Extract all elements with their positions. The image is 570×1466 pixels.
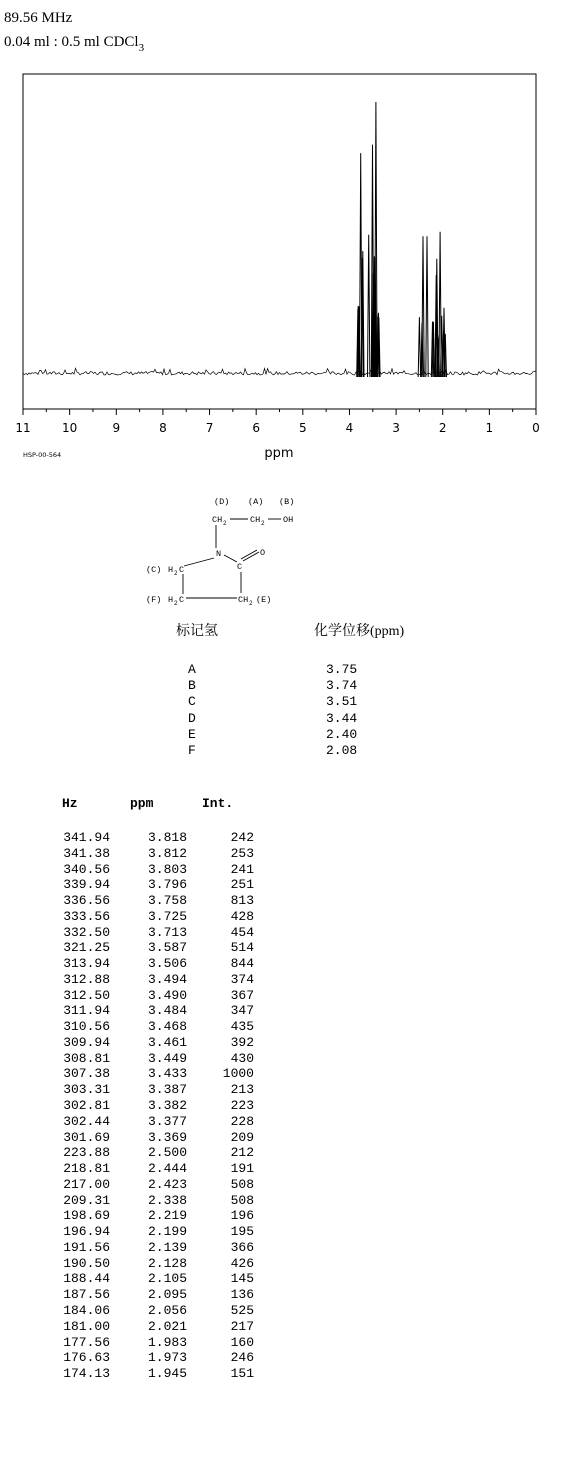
peak-int: 160	[230, 1334, 254, 1350]
label-d: (D)	[214, 497, 230, 507]
peak-row	[0, 877, 300, 893]
peak-int: 347	[230, 1003, 254, 1019]
peak-rows	[0, 830, 300, 1382]
peak-hz: 217.00	[63, 1176, 110, 1192]
peak-int: 374	[230, 971, 254, 987]
peak-int: 428	[230, 908, 254, 924]
peak-ppm: 3.449	[147, 1050, 187, 1066]
peak-int: 253	[230, 845, 254, 861]
x-tick-label: 0	[532, 421, 540, 435]
peak-hz: 190.50	[63, 1255, 110, 1271]
peak-hz: 209.31	[63, 1192, 110, 1208]
x-tick-label: 1	[485, 421, 494, 435]
peak-int: 217	[230, 1318, 254, 1334]
peak-row	[0, 1098, 300, 1114]
peak-int: 212	[230, 1145, 254, 1161]
peak-hz: 177.56	[63, 1334, 110, 1350]
peak-hz: 310.56	[63, 1019, 110, 1035]
label-e: (E)	[256, 595, 272, 605]
spectrum-peak	[368, 235, 370, 377]
peak-hz: 198.69	[63, 1208, 110, 1224]
x-tick-label: 10	[61, 421, 78, 435]
peak-row	[0, 1161, 300, 1177]
peak-row	[0, 1177, 300, 1193]
peak-int: 514	[230, 940, 254, 956]
peak-ppm: 3.725	[147, 908, 187, 924]
peak-row	[0, 1350, 300, 1366]
peak-int: 228	[230, 1113, 254, 1129]
peak-int: 191	[230, 1161, 254, 1177]
peak-header-ppm: ppm	[130, 796, 154, 811]
shift-row-label: C	[188, 694, 196, 710]
peak-row	[0, 1319, 300, 1335]
peak-int: 209	[230, 1129, 254, 1145]
peak-row	[0, 1271, 300, 1287]
x-tick-label: 3	[392, 421, 400, 435]
peak-row	[0, 1082, 300, 1098]
peak-row	[0, 1051, 300, 1067]
peak-hz: 223.88	[63, 1145, 110, 1161]
peak-row	[0, 1035, 300, 1051]
peak-row	[0, 988, 300, 1004]
peak-int: 508	[230, 1192, 254, 1208]
ch2-e-text: CH	[238, 595, 249, 605]
shift-row-label: E	[188, 726, 196, 742]
peak-row	[0, 1019, 300, 1035]
peak-int: 426	[230, 1255, 254, 1271]
peak-ppm: 2.199	[147, 1224, 187, 1240]
ch2-a-sub: 2	[261, 520, 265, 527]
label-a: (A)	[248, 497, 264, 507]
peak-ppm: 3.713	[147, 924, 187, 940]
peak-ppm: 3.468	[147, 1019, 187, 1035]
n-atom: N	[216, 549, 222, 559]
baseline-noise	[23, 368, 536, 375]
shift-row-value: 3.75	[326, 662, 358, 677]
peak-ppm: 1.945	[147, 1366, 187, 1382]
peak-row	[0, 940, 300, 956]
peak-hz: 302.81	[63, 1098, 110, 1114]
peak-hz: 312.50	[63, 987, 110, 1003]
x-tick-label: 2	[438, 421, 447, 435]
shift-row-label: F	[188, 742, 196, 758]
nmr-spectrum-chart	[0, 0, 570, 470]
chart-footnote: HSP-00-564	[23, 451, 62, 459]
peak-hz: 301.69	[63, 1129, 110, 1145]
peak-ppm: 3.369	[147, 1129, 187, 1145]
peak-row	[0, 972, 300, 988]
h2c-bottom-sub: 2	[174, 600, 178, 606]
peak-int: 367	[230, 987, 254, 1003]
peak-row	[0, 1366, 300, 1382]
peak-hz: 307.38	[63, 1066, 110, 1082]
peak-hz: 302.44	[63, 1113, 110, 1129]
peak-row	[0, 1224, 300, 1240]
spectrum-peak	[418, 317, 420, 377]
peak-ppm: 3.803	[147, 861, 187, 877]
peak-ppm: 2.444	[147, 1161, 187, 1177]
peak-hz: 333.56	[63, 908, 110, 924]
peak-row	[0, 925, 300, 941]
peak-ppm: 2.338	[147, 1192, 187, 1208]
peak-row	[0, 909, 300, 925]
peak-ppm: 3.377	[147, 1113, 187, 1129]
peak-row	[0, 1335, 300, 1351]
peak-int: 246	[230, 1350, 254, 1366]
peak-row	[0, 1145, 300, 1161]
shift-row-label: B	[188, 678, 196, 694]
peak-hz: 176.63	[63, 1350, 110, 1366]
carbonyl-c: C	[237, 562, 243, 572]
peak-int: 525	[230, 1302, 254, 1318]
x-axis-ticks	[23, 409, 536, 415]
peak-row	[0, 830, 300, 846]
h2c-top-sub: 2	[174, 570, 178, 577]
peak-int: 145	[230, 1271, 254, 1287]
peak-hz: 174.13	[63, 1366, 110, 1382]
x-tick-label: 5	[298, 421, 307, 435]
shift-header-value: 化学位移(ppm)	[314, 624, 405, 639]
peak-int: 508	[230, 1176, 254, 1192]
peak-ppm: 2.021	[147, 1318, 187, 1334]
peak-hz: 308.81	[63, 1050, 110, 1066]
sample-subscript: 3	[138, 42, 145, 54]
shift-row-value: 3.74	[326, 678, 358, 694]
shift-row	[0, 727, 570, 743]
peak-row	[0, 1287, 300, 1303]
peak-row	[0, 1193, 300, 1209]
baseline-path	[23, 368, 536, 375]
peak-ppm: 2.105	[147, 1271, 187, 1287]
shift-row-label: D	[188, 710, 196, 726]
peak-ppm: 3.758	[147, 893, 187, 909]
oh-text: OH	[283, 515, 294, 525]
peak-ppm: 3.461	[147, 1034, 187, 1050]
peak-hz: 303.31	[63, 1082, 110, 1098]
peak-int: 366	[230, 1239, 254, 1255]
h2c-top-h: H	[168, 565, 174, 575]
shift-header-label: 标记氢	[176, 624, 218, 639]
peak-int: 151	[230, 1366, 254, 1382]
peak-ppm: 1.983	[147, 1334, 187, 1350]
shift-row-value: 2.40	[326, 726, 358, 742]
peak-hz: 341.94	[63, 830, 110, 845]
label-c: (C)	[146, 565, 162, 575]
peak-ppm: 1.973	[147, 1350, 187, 1366]
peak-int: 241	[230, 861, 254, 877]
o-atom: O	[260, 548, 266, 558]
peak-ppm: 3.796	[147, 877, 187, 893]
peak-row	[0, 1130, 300, 1146]
peak-row	[0, 893, 300, 909]
bond-lines	[183, 519, 281, 598]
peak-row	[0, 956, 300, 972]
label-f: (F)	[146, 595, 162, 605]
peak-hz: 340.56	[63, 861, 110, 877]
ch2-a-text: CH	[250, 515, 261, 525]
peak-int: 1000	[222, 1066, 254, 1082]
peak-ppm: 3.818	[147, 830, 187, 845]
peak-ppm: 3.506	[147, 956, 187, 972]
peak-hz: 313.94	[63, 956, 110, 972]
peak-row	[0, 1256, 300, 1272]
peak-int: 213	[230, 1082, 254, 1098]
peak-row	[0, 862, 300, 878]
peak-row	[0, 1208, 300, 1224]
peak-int: 844	[230, 956, 254, 972]
peak-ppm: 2.056	[147, 1302, 187, 1318]
shift-row-value: 3.44	[326, 710, 358, 726]
peak-row	[0, 846, 300, 862]
peak-int: 813	[230, 893, 254, 909]
peak-int: 196	[230, 1208, 254, 1224]
label-b: (B)	[279, 497, 295, 507]
peak-header-hz: Hz	[62, 796, 78, 811]
peak-ppm: 2.219	[147, 1208, 187, 1224]
peak-hz: 311.94	[63, 1003, 110, 1019]
x-tick-label: 6	[252, 421, 261, 435]
peak-ppm: 3.494	[147, 971, 187, 987]
peak-int: 392	[230, 1034, 254, 1050]
peak-int: 454	[230, 924, 254, 940]
shift-row-value: 3.51	[326, 694, 358, 710]
shift-row-value: 2.08	[326, 742, 358, 758]
peak-hz: 332.50	[63, 924, 110, 940]
peak-hz: 191.56	[63, 1239, 110, 1255]
peak-ppm: 3.433	[147, 1066, 187, 1082]
peak-int: 223	[230, 1098, 254, 1114]
peak-hz: 196.94	[63, 1224, 110, 1240]
peak-int: 242	[230, 830, 254, 845]
x-tick-label: 11	[15, 421, 31, 435]
peak-int: 136	[230, 1287, 254, 1303]
peak-hz: 184.06	[63, 1302, 110, 1318]
peak-int: 435	[230, 1019, 254, 1035]
peak-int: 430	[230, 1050, 254, 1066]
peak-hz: 336.56	[63, 893, 110, 909]
peak-ppm: 3.490	[147, 987, 187, 1003]
peak-ppm: 3.587	[147, 940, 187, 956]
ch2-e-sub: 2	[249, 600, 253, 606]
x-axis-tick-labels	[15, 421, 539, 435]
ch2-d-sub: 2	[223, 520, 227, 527]
ch2-d-text: CH	[212, 515, 223, 525]
peak-row	[0, 1303, 300, 1319]
peak-ppm: 2.423	[147, 1176, 187, 1192]
x-axis-label: ppm	[264, 446, 294, 461]
peak-row	[0, 1003, 300, 1019]
peak-ppm: 2.095	[147, 1287, 187, 1303]
peak-hz: 181.00	[63, 1318, 110, 1334]
h2c-bottom-h: H	[168, 595, 174, 605]
peak-ppm: 3.387	[147, 1082, 187, 1098]
shift-row-label: A	[188, 662, 196, 677]
peak-int: 251	[230, 877, 254, 893]
x-tick-label: 8	[159, 421, 167, 435]
peak-ppm: 3.812	[147, 845, 187, 861]
spectrum-peak	[426, 236, 428, 377]
peak-row	[0, 1240, 300, 1256]
shift-row	[0, 678, 570, 694]
sample-main: 0.04 ml : 0.5 ml CDCl	[4, 34, 139, 50]
peak-ppm: 2.139	[147, 1239, 187, 1255]
h2c-bottom-c: C	[179, 595, 185, 605]
shift-rows	[0, 662, 570, 759]
peak-ppm: 2.500	[147, 1145, 187, 1161]
shift-row	[0, 662, 570, 678]
peak-hz: 218.81	[63, 1161, 110, 1177]
peak-ppm: 2.128	[147, 1255, 187, 1271]
peak-hz: 188.44	[63, 1271, 110, 1287]
peak-hz: 341.38	[63, 845, 110, 861]
peak-row	[0, 1066, 300, 1082]
shift-row	[0, 711, 570, 727]
molecule-structure	[140, 494, 320, 606]
h2c-top-c: C	[179, 565, 185, 575]
peak-row	[0, 1114, 300, 1130]
peak-hz: 339.94	[63, 877, 110, 893]
peak-ppm: 3.484	[147, 1003, 187, 1019]
peak-ppm: 3.382	[147, 1098, 187, 1114]
peak-lines	[357, 102, 447, 377]
peak-int: 195	[230, 1224, 254, 1240]
peak-hz: 187.56	[63, 1287, 110, 1303]
peak-hz: 312.88	[63, 971, 110, 987]
frequency-label: 89.56 MHz	[4, 10, 73, 26]
shift-row	[0, 694, 570, 710]
x-tick-label: 9	[112, 421, 121, 435]
x-tick-label: 4	[345, 421, 354, 435]
peak-hz: 309.94	[63, 1034, 110, 1050]
shift-row	[0, 743, 570, 759]
peak-hz: 321.25	[63, 940, 110, 956]
plot-frame	[23, 74, 536, 409]
peak-header-int: Int.	[202, 796, 234, 811]
x-tick-label: 7	[205, 421, 214, 435]
